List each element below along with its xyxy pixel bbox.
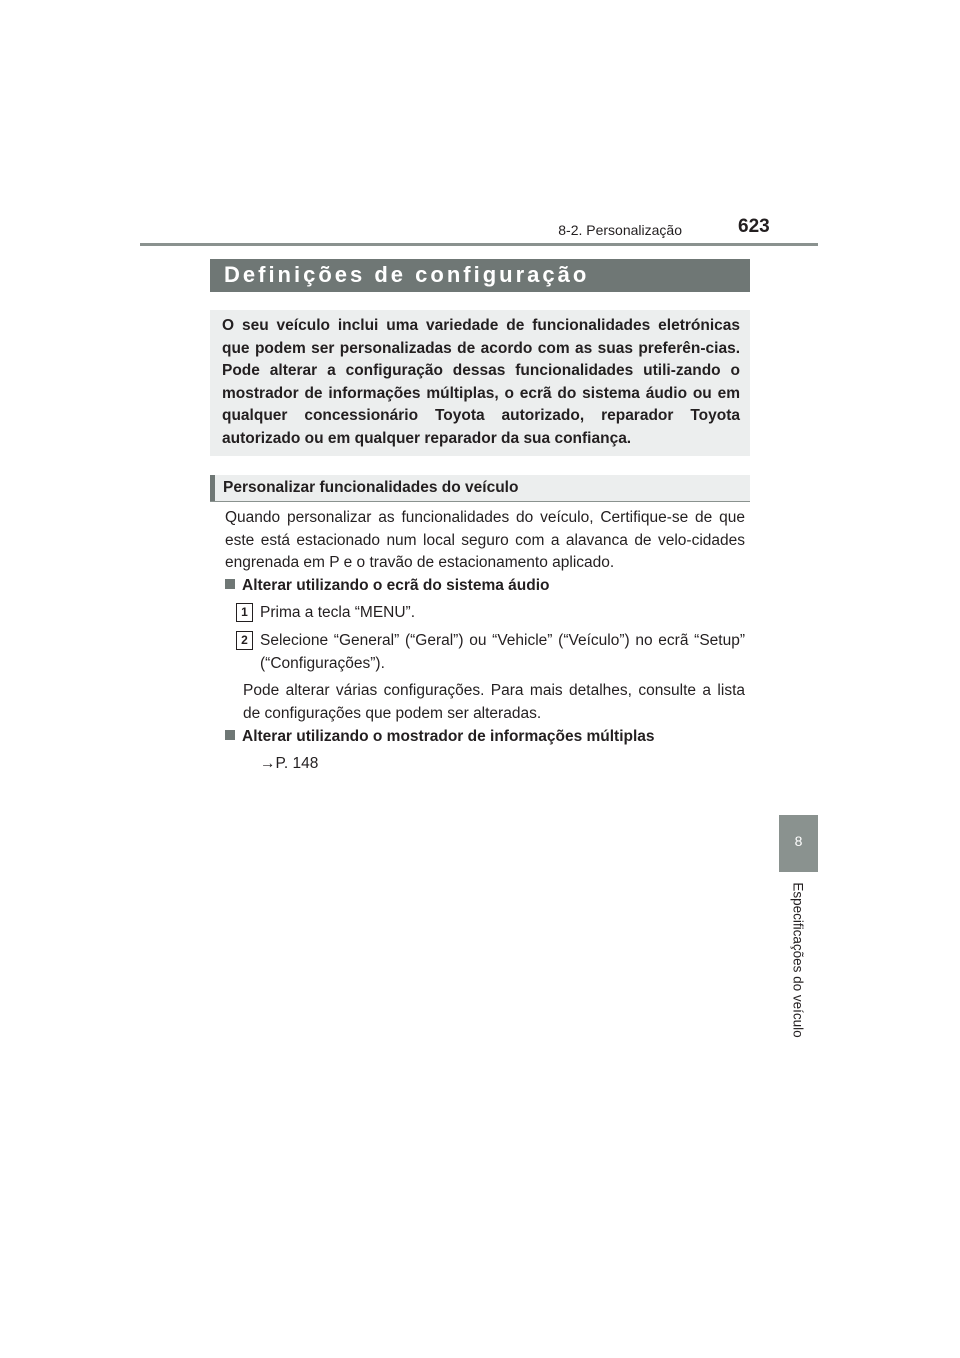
section-heading — [210, 475, 750, 502]
subheading-display-text: Alterar utilizando o mostrador de informações múltiplas — [242, 728, 655, 745]
square-bullet-icon — [225, 730, 235, 740]
page-number: 623 — [738, 216, 770, 237]
page-title-bar — [210, 259, 750, 292]
square-bullet-icon — [225, 579, 235, 589]
subheading-audio-text: Alterar utilizando o ecrã do sistema áudio — [242, 577, 550, 594]
header-section-title: 8-2. Personalização — [558, 222, 682, 238]
section-heading-bar — [210, 475, 215, 501]
page-title: Definições de configuração — [224, 262, 590, 287]
header-rule — [140, 243, 818, 246]
step-number-box: 2 — [236, 631, 253, 650]
page-reference-link[interactable]: →P. 148 — [260, 755, 319, 772]
chapter-title: Especificações do veículo — [790, 882, 806, 1038]
step-number-box: 1 — [236, 603, 253, 622]
subheading-audio — [225, 577, 550, 595]
subheading-display — [225, 728, 655, 746]
section-heading-text: Personalizar funcionalidades do veículo — [223, 479, 519, 496]
intro-text: O seu veículo inclui uma variedade de funcionalidades eletrónicas que podem ser personalizadas de acordo com as suas preferên-cias. Pode alterar a configuração dessas funcionalidades utili-zando o mostrador de informações múltiplas, o ecrã do sistema áudio ou em qualquer concessionário Toyota autorizado, reparador Toyota autorizado ou em qualquer reparador da sua confiança. — [222, 317, 740, 447]
intro-box — [210, 310, 750, 456]
audio-note: Pode alterar várias configurações. Para mais detalhes, consulte a lista de configurações que podem ser alteradas. — [243, 682, 745, 722]
step-text: Prima a tecla “MENU”. — [260, 604, 416, 621]
section-paragraph: Quando personalizar as funcionalidades do veículo, Certifique-se de que este está estacionado num local seguro com a alavanca de velo-cidades engrenada em P e o travão de estacionamento aplicado. — [225, 509, 745, 571]
step-text: Selecione “General” (“Geral”) ou “Vehicle” (“Veículo”) no ecrã “Setup” (“Configurações”). — [260, 632, 745, 672]
chapter-number: 8 — [794, 833, 803, 849]
